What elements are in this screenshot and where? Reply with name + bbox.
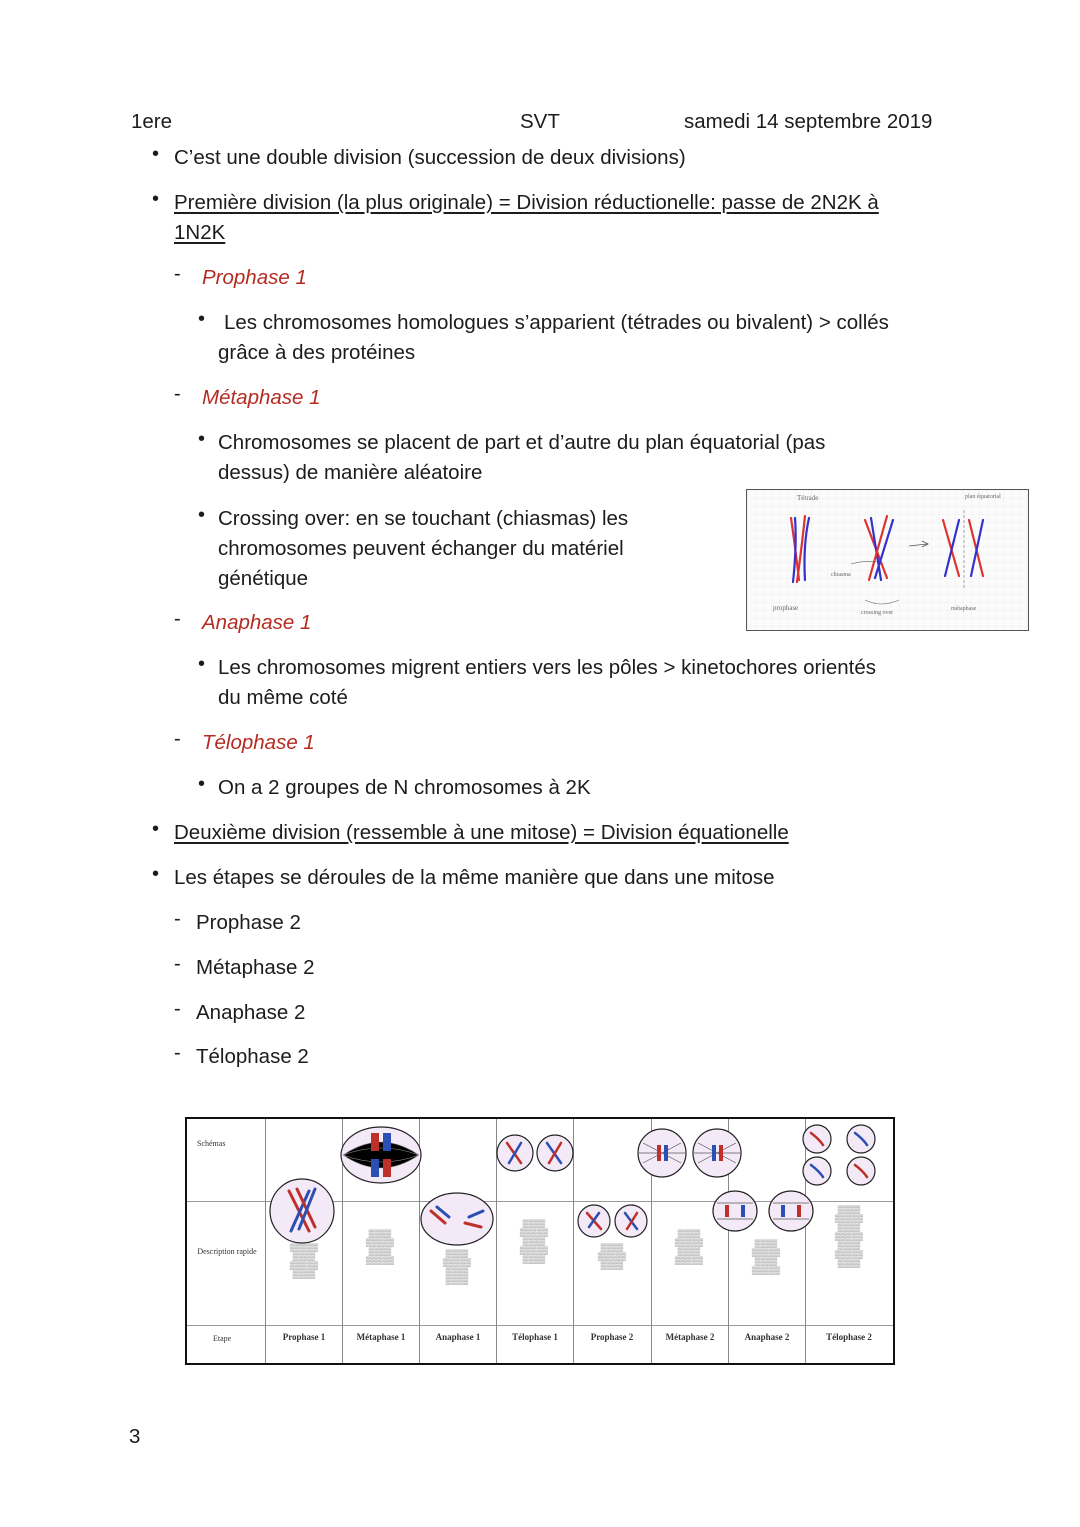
stage-label: Anaphase 2 xyxy=(744,1332,790,1342)
description-blur: ▒▒▒▒ ▒▒▒▒▒ ▒▒▒▒ ▒▒▒▒▒ ▒▒▒▒ xyxy=(519,1219,549,1264)
sketch-label-metaphase: métaphase xyxy=(951,606,977,612)
crossing-over-sketch xyxy=(746,489,1029,631)
stage-label: Télophase 2 xyxy=(826,1332,872,1342)
row-divider xyxy=(187,1325,893,1326)
telophase1-label: Télophase 1 xyxy=(202,731,315,754)
row-label-description: Description rapide xyxy=(197,1247,257,1256)
stage-label: Anaphase 1 xyxy=(435,1332,481,1342)
metaphase1-label: Métaphase 1 xyxy=(202,386,321,409)
steps-intro: Les étapes se déroules de la même manière que dans une mitose xyxy=(174,866,775,889)
description-blur: ▒▒▒▒ ▒▒▒▒▒ ▒▒▒▒ ▒▒▒▒▒ xyxy=(365,1229,395,1265)
sketch-label-tetrade: Tétrade xyxy=(797,494,819,502)
anaphase1-text-cont: du même coté xyxy=(218,686,348,709)
dash: - xyxy=(174,998,181,1020)
bullet: • xyxy=(152,143,160,165)
metaphase1-text1-cont: dessus) de manière aléatoire xyxy=(218,461,483,484)
sketch-label-prophase: prophase xyxy=(773,604,799,612)
row-label-etape: Etape xyxy=(213,1334,232,1343)
dash: - xyxy=(174,953,181,975)
bullet: • xyxy=(152,818,160,840)
metaphase1-text1: Chromosomes se placent de part et d’autre du plan équatorial (pas xyxy=(218,431,826,454)
header-subject: SVT xyxy=(520,110,560,133)
dash: - xyxy=(174,1042,181,1064)
description-blur: ▒▒▒▒ ▒▒▒▒▒ ▒▒▒▒ ▒▒▒▒ xyxy=(442,1249,472,1285)
step-prophase2: Prophase 2 xyxy=(196,911,301,934)
metaphase1-text2-cont2: génétique xyxy=(218,567,309,590)
telophase1-text: On a 2 groupes de N chromosomes à 2K xyxy=(218,776,591,799)
description-blur: ▒▒▒▒ ▒▒▒▒▒ ▒▒▒▒ xyxy=(597,1243,627,1270)
stage-label: Métaphase 2 xyxy=(665,1332,715,1342)
metaphase1-text2-cont: chromosomes peuvent échanger du matériel xyxy=(218,537,624,560)
step-telophase2: Télophase 2 xyxy=(196,1045,309,1068)
intro-text: C’est une double division (succession de deux divisions) xyxy=(174,146,686,169)
dash: - xyxy=(174,383,181,405)
first-division-title-cont: 1N2K xyxy=(174,221,226,244)
anaphase1-text: Les chromosomes migrent entiers vers les pôles > kinetochores orientés xyxy=(218,656,877,679)
meiosis-table-figure xyxy=(185,1117,895,1365)
bullet: • xyxy=(198,504,206,526)
dash: - xyxy=(174,263,181,285)
bullet: • xyxy=(198,653,206,675)
dash: - xyxy=(174,608,181,630)
description-blur: ▒▒▒▒ ▒▒▒▒▒ ▒▒▒▒ ▒▒▒▒▒ xyxy=(751,1239,781,1275)
dash: - xyxy=(174,908,181,930)
description-blur: ▒▒▒▒▒ ▒▒▒▒ ▒▒▒▒▒ ▒▒▒▒ xyxy=(289,1243,319,1279)
sketch-label-plan: plan équatorial xyxy=(965,494,1001,500)
metaphase1-text2: Crossing over: en se touchant (chiasmas) les xyxy=(218,507,629,530)
sketch-label-crossing: crossing over xyxy=(861,610,894,616)
prophase1-text: Les chromosomes homologues s’apparient (tétrades ou bivalent) > collés xyxy=(224,311,889,334)
stage-label: Télophase 1 xyxy=(512,1332,558,1342)
bullet: • xyxy=(198,428,206,450)
bullet: • xyxy=(152,188,160,210)
second-division-title: Deuxième division (ressemble à une mitose) = Division équationelle xyxy=(174,821,789,844)
stage-label: Prophase 2 xyxy=(590,1332,634,1342)
prophase1-text-cont: grâce à des protéines xyxy=(218,341,416,364)
sketch-label-chiasma: chiasma xyxy=(831,572,851,578)
prophase1-label: Prophase 1 xyxy=(202,266,307,289)
stage-label: Prophase 1 xyxy=(282,1332,326,1342)
header-date: samedi 14 septembre 2019 xyxy=(684,110,933,133)
sketch-drawing xyxy=(747,490,1029,631)
bullet: • xyxy=(152,863,160,885)
page-number: 3 xyxy=(129,1425,141,1448)
step-anaphase2: Anaphase 2 xyxy=(196,1001,306,1024)
bullet: • xyxy=(198,308,206,330)
step-metaphase2: Métaphase 2 xyxy=(196,956,315,979)
header-level: 1ere xyxy=(131,110,173,133)
bullet: • xyxy=(198,773,206,795)
row-label-schemas: Schémas xyxy=(197,1139,226,1148)
stage-label: Métaphase 1 xyxy=(356,1332,406,1342)
anaphase1-label: Anaphase 1 xyxy=(202,611,312,634)
dash: - xyxy=(174,728,181,750)
first-division-title: Première division (la plus originale) = Division réductionelle: passe de 2N2K à xyxy=(174,191,879,214)
description-blur: ▒▒▒▒ ▒▒▒▒▒ ▒▒▒▒ ▒▒▒▒▒ ▒▒▒▒ ▒▒▒▒▒ ▒▒▒▒ xyxy=(834,1205,864,1268)
description-blur: ▒▒▒▒ ▒▒▒▒▒ ▒▒▒▒ ▒▒▒▒▒ xyxy=(674,1229,704,1265)
